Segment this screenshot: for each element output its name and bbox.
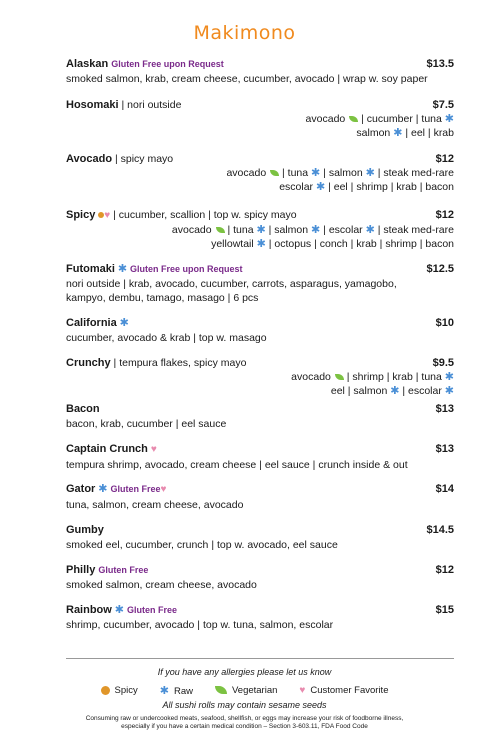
item-name: Alaskan [66, 58, 109, 70]
heart-icon: ♥ [160, 484, 167, 495]
item-subtitle: | cucumber, scallion | top w. spicy mayo [113, 209, 297, 221]
snowflake-icon: ✱ [315, 181, 326, 193]
option: avocado [226, 167, 267, 179]
item-name: California [66, 317, 117, 329]
menu-item-avocado [66, 152, 454, 194]
option: | salmon [323, 167, 363, 179]
item-description: smoked salmon, cream cheese, avocado [66, 579, 257, 591]
gluten-free-note: Gluten Free [110, 484, 161, 494]
option: avocado [171, 224, 212, 236]
item-description: kampyo, dembu, tamago, masago | 6 pcs [66, 292, 259, 304]
snowflake-icon: ✱ [365, 224, 375, 236]
item-price: $9.5 [432, 357, 454, 369]
heart-icon: ♥ [299, 685, 306, 696]
option: salmon [356, 127, 391, 139]
item-options [66, 223, 454, 251]
menu-item-crunchy [66, 356, 454, 398]
item-price: $14.5 [426, 524, 454, 536]
snowflake-icon: ✱ [98, 483, 108, 495]
menu-item-captain-crunch [66, 442, 454, 472]
leaf-icon [216, 227, 225, 233]
item-description: tuna, salmon, cream cheese, avocado [66, 499, 244, 511]
menu-item-california [66, 316, 454, 345]
item-price: $12.5 [426, 263, 454, 275]
legend-label: Customer Favorite [310, 685, 389, 696]
food-safety-warning [50, 715, 439, 731]
item-name: Futomaki [66, 263, 115, 275]
option: | shrimp | krab | tuna [346, 371, 442, 383]
heart-icon: ♥ [150, 444, 157, 455]
option: | tuna [415, 113, 442, 125]
item-name: Bacon [66, 403, 100, 415]
option: | escolar [402, 385, 442, 397]
snowflake-icon: ✱ [444, 113, 454, 125]
leaf-icon [349, 116, 358, 122]
gluten-free-note: Gluten Free [126, 605, 177, 615]
warning-line: Consuming raw or undercooked meats, seafood, shellfish, or eggs may increase your risk of foodborne illness, [85, 715, 404, 722]
menu-item-gumby [66, 523, 454, 552]
snowflake-icon: ✱ [365, 167, 375, 179]
option: | steak med-rare [377, 224, 454, 236]
item-subtitle: | nori outside [121, 99, 182, 111]
allergy-note: If you have any allergies please let us know [157, 667, 332, 677]
item-options [66, 112, 454, 140]
leaf-icon [335, 374, 344, 380]
warning-line: especially if you have a certain medical condition – Section 3-603.11, FDA Food Code [121, 723, 368, 730]
option: | tuna [227, 224, 254, 236]
menu-item-hosomaki [66, 98, 454, 140]
option: | octopus | conch | krab | shrimp | bacon [268, 238, 454, 250]
item-description: tempura shrimp, avocado, cream cheese | eel sauce | crunch inside & out [66, 459, 408, 471]
item-name: Hosomaki [66, 99, 119, 111]
menu-item-spicy [66, 208, 454, 251]
gluten-free-note: Gluten Free upon Request [111, 59, 224, 69]
option: | escolar [323, 224, 363, 236]
item-options [66, 166, 454, 194]
item-description: bacon, krab, cucumber | eel sauce [66, 418, 227, 430]
heart-icon: ♥ [104, 210, 111, 221]
option: | tuna [282, 167, 309, 179]
item-description: shrimp, cucumber, avocado | top w. tuna, salmon, escolar [66, 619, 334, 631]
option: avocado [291, 371, 331, 383]
item-price: $13.5 [426, 58, 454, 70]
item-price: $7.5 [432, 99, 454, 111]
snowflake-icon: ✱ [311, 167, 321, 179]
menu-item-gator [66, 482, 454, 512]
item-name: Rainbow [66, 604, 112, 616]
item-description: cucumber, avocado & krab | top w. masago [66, 332, 267, 344]
snowflake-icon: ✱ [159, 685, 169, 697]
option: | eel | krab [405, 127, 454, 139]
item-name: Gator [66, 483, 96, 495]
snowflake-icon: ✱ [444, 371, 454, 383]
item-name: Crunchy [66, 357, 111, 369]
menu-item-futomaki [66, 262, 454, 305]
snowflake-icon: ✱ [256, 238, 266, 250]
snowflake-icon: ✱ [119, 317, 129, 329]
gluten-free-note: Gluten Free upon Request [130, 264, 243, 274]
item-price: $12 [435, 209, 454, 221]
snowflake-icon: ✱ [393, 127, 403, 139]
divider [66, 658, 454, 659]
legend [0, 684, 489, 697]
menu-item-philly [66, 563, 454, 592]
menu-title: Makimono [193, 22, 296, 44]
leaf-icon [270, 170, 279, 176]
legend-label: Raw [173, 686, 193, 697]
item-subtitle: | spicy mayo [114, 153, 174, 165]
menu-item-bacon [66, 402, 454, 431]
item-name: Captain Crunch [66, 443, 148, 455]
snowflake-icon: ✱ [114, 604, 124, 616]
item-description: nori outside | krab, avocado, cucumber, carrots, asparagus, yamagobo, [66, 278, 397, 290]
dot-icon [101, 686, 110, 695]
option: | salmon [268, 224, 309, 236]
option: | cucumber [361, 113, 413, 125]
menu-item-rainbow [66, 603, 454, 632]
option: | steak med-rare [377, 167, 454, 179]
item-description: smoked eel, cucumber, crunch | top w. avocado, eel sauce [66, 539, 338, 551]
snowflake-icon: ✱ [390, 385, 400, 397]
legend-spicy [101, 685, 138, 696]
option: | eel | shrimp | krab | bacon [328, 181, 454, 193]
item-price: $13 [435, 403, 454, 415]
option: escolar [279, 181, 314, 193]
legend-label: Spicy [114, 685, 138, 696]
item-name: Philly [66, 564, 96, 576]
item-price: $15 [435, 604, 454, 616]
item-price: $12 [435, 153, 454, 165]
snowflake-icon: ✱ [256, 224, 266, 236]
snowflake-icon: ✱ [311, 224, 321, 236]
legend-vegetarian [215, 685, 277, 696]
snowflake-icon: ✱ [444, 385, 454, 397]
option: avocado [305, 113, 346, 125]
legend-favorite [299, 685, 388, 696]
option: eel | salmon [330, 385, 388, 397]
legend-raw [160, 684, 193, 697]
item-price: $13 [435, 443, 454, 455]
item-name: Spicy [66, 209, 96, 221]
item-price: $10 [435, 317, 454, 329]
legend-label: Vegetarian [231, 685, 278, 696]
item-name: Gumby [66, 524, 104, 536]
item-name: Avocado [66, 153, 113, 165]
snowflake-icon: ✱ [117, 263, 128, 275]
item-description: smoked salmon, krab, cream cheese, cucumber, avocado | wrap w. soy paper [66, 73, 428, 85]
gluten-free-note: Gluten Free [98, 565, 149, 575]
leaf-icon [215, 686, 227, 694]
item-options [66, 370, 454, 398]
item-subtitle: | tempura flakes, spicy mayo [113, 357, 247, 369]
sesame-note: All sushi rolls may contain sesame seeds [162, 700, 327, 710]
item-price: $14 [435, 483, 454, 495]
menu-item-alaskan [66, 57, 454, 86]
item-price: $12 [435, 564, 454, 576]
option: yellowtail [211, 238, 254, 250]
